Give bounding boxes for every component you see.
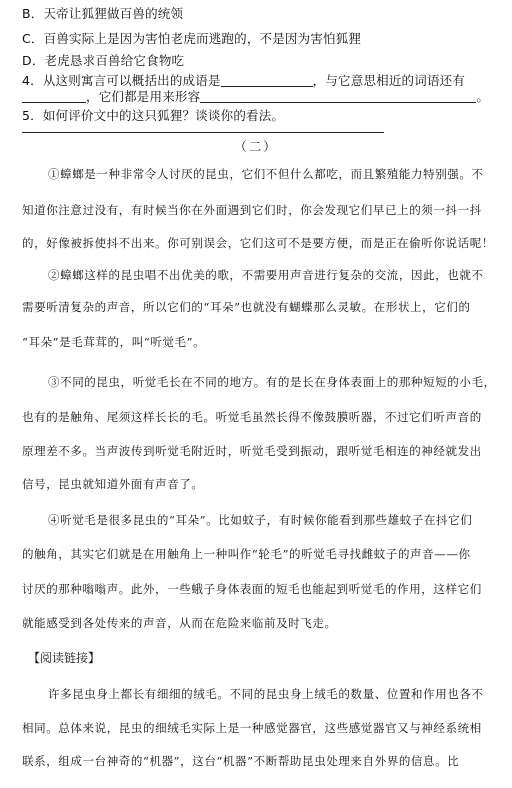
option-c: C．百兽实际上是因为害怕老虎而逃跑的，不是因为害怕狐狸 bbox=[22, 31, 362, 46]
question-4-line-1 bbox=[22, 73, 465, 89]
paragraph-line: 需要听清复杂的声音，所以它们的“耳朵”也就没有蝴蝶那么灵敏。在形状上，它们的 bbox=[22, 300, 471, 314]
option-d: D．老虎恳求百兽给它食物吃 bbox=[22, 53, 185, 68]
paragraph-line: 原理差不多。当声波传到听觉毛附近时，听觉毛受到振动，跟听觉毛相连的神经就发出 bbox=[22, 444, 482, 458]
question-4-end: 。 bbox=[476, 89, 490, 104]
question-5: 5．如何评价文中的这只狐狸？谈谈你的看法。 bbox=[22, 108, 285, 123]
option-b: B．天帝让狐狸做百兽的统领 bbox=[22, 6, 184, 21]
paragraph-line: ③不同的昆虫，听觉毛长在不同的地方。有的是长在身体表面上的那种短短的小毛， bbox=[48, 375, 496, 389]
section-title: （二） bbox=[234, 139, 278, 154]
question-4-line-2 bbox=[22, 89, 489, 105]
answer-line-q5[interactable] bbox=[22, 132, 384, 133]
paragraph-line: 讨厌的那种嗡嗡声。此外，一些蛾子身体表面的短毛也能起到听觉毛的作用，这样它们 bbox=[22, 582, 482, 596]
answer-blank-describe[interactable] bbox=[200, 90, 476, 103]
paragraph-line: 的，好像被拆使抖不出来。你可别误会，它们这可不是要方便，而是正在偷听你说话呢！ bbox=[22, 236, 494, 250]
paragraph-line: 信号，昆虫就知道外面有声音了。 bbox=[22, 477, 204, 491]
paragraph-line: ④听觉毛是很多昆虫的“耳朵”。比如蚊子，有时候你能看到那些雄蚊子在抖它们 bbox=[48, 513, 473, 527]
paragraph-line: “耳朵”是毛茸茸的，叫“听觉毛”。 bbox=[22, 335, 206, 349]
paragraph-line: 联系，组成一台神奇的“机器”，这台“机器”不断帮助昆虫处理来自外界的信息。比 bbox=[22, 754, 460, 768]
paragraph-line: 也有的是触角、尾须这样长长的毛。听觉毛虽然长得不像鼓膜听器，不过它们听声音的 bbox=[22, 410, 482, 424]
question-4-text-b: ，与它意思相近的词语还有 bbox=[312, 73, 466, 88]
paragraph-line: 的触角，其实它们就是在用触角上一种叫作“轮毛”的听觉毛寻找雌蚊子的声音——你 bbox=[22, 547, 471, 561]
paragraph-line: 相同。总体来说，昆虫的细绒毛实际上是一种感觉器官，这些感觉器官又与神经系统相 bbox=[22, 721, 482, 735]
question-4-text-c: ，它们都是用来形容 bbox=[86, 89, 201, 104]
paragraph-line: 就能感受到各处传来的声音，从而在危险来临前及时飞走。 bbox=[22, 616, 337, 630]
paragraph-line: ①蟑螂是一种非常令人讨厌的昆虫，它们不但什么都吃，而且繁殖能力特别强。不 bbox=[48, 167, 484, 181]
paragraph-line: ②蟑螂这样的昆虫唱不出优美的歌，不需要用声音进行复杂的交流，因此，也就不 bbox=[48, 268, 484, 282]
answer-blank-idiom[interactable] bbox=[221, 74, 313, 87]
question-4-text-a: 4．从这则寓言可以概括出的成语是 bbox=[22, 73, 221, 88]
reading-link-label: 【阅读链接】 bbox=[28, 651, 101, 665]
answer-blank-similar-words[interactable] bbox=[22, 90, 86, 103]
paragraph-line: 许多昆虫身上都长有细细的绒毛。不同的昆虫身上绒毛的数量、位置和作用也各不 bbox=[48, 687, 484, 701]
paragraph-line: 知道你注意过没有，有时候当你在外面遇到它们时，你会发现它们早已上的须一抖一抖 bbox=[22, 203, 482, 217]
